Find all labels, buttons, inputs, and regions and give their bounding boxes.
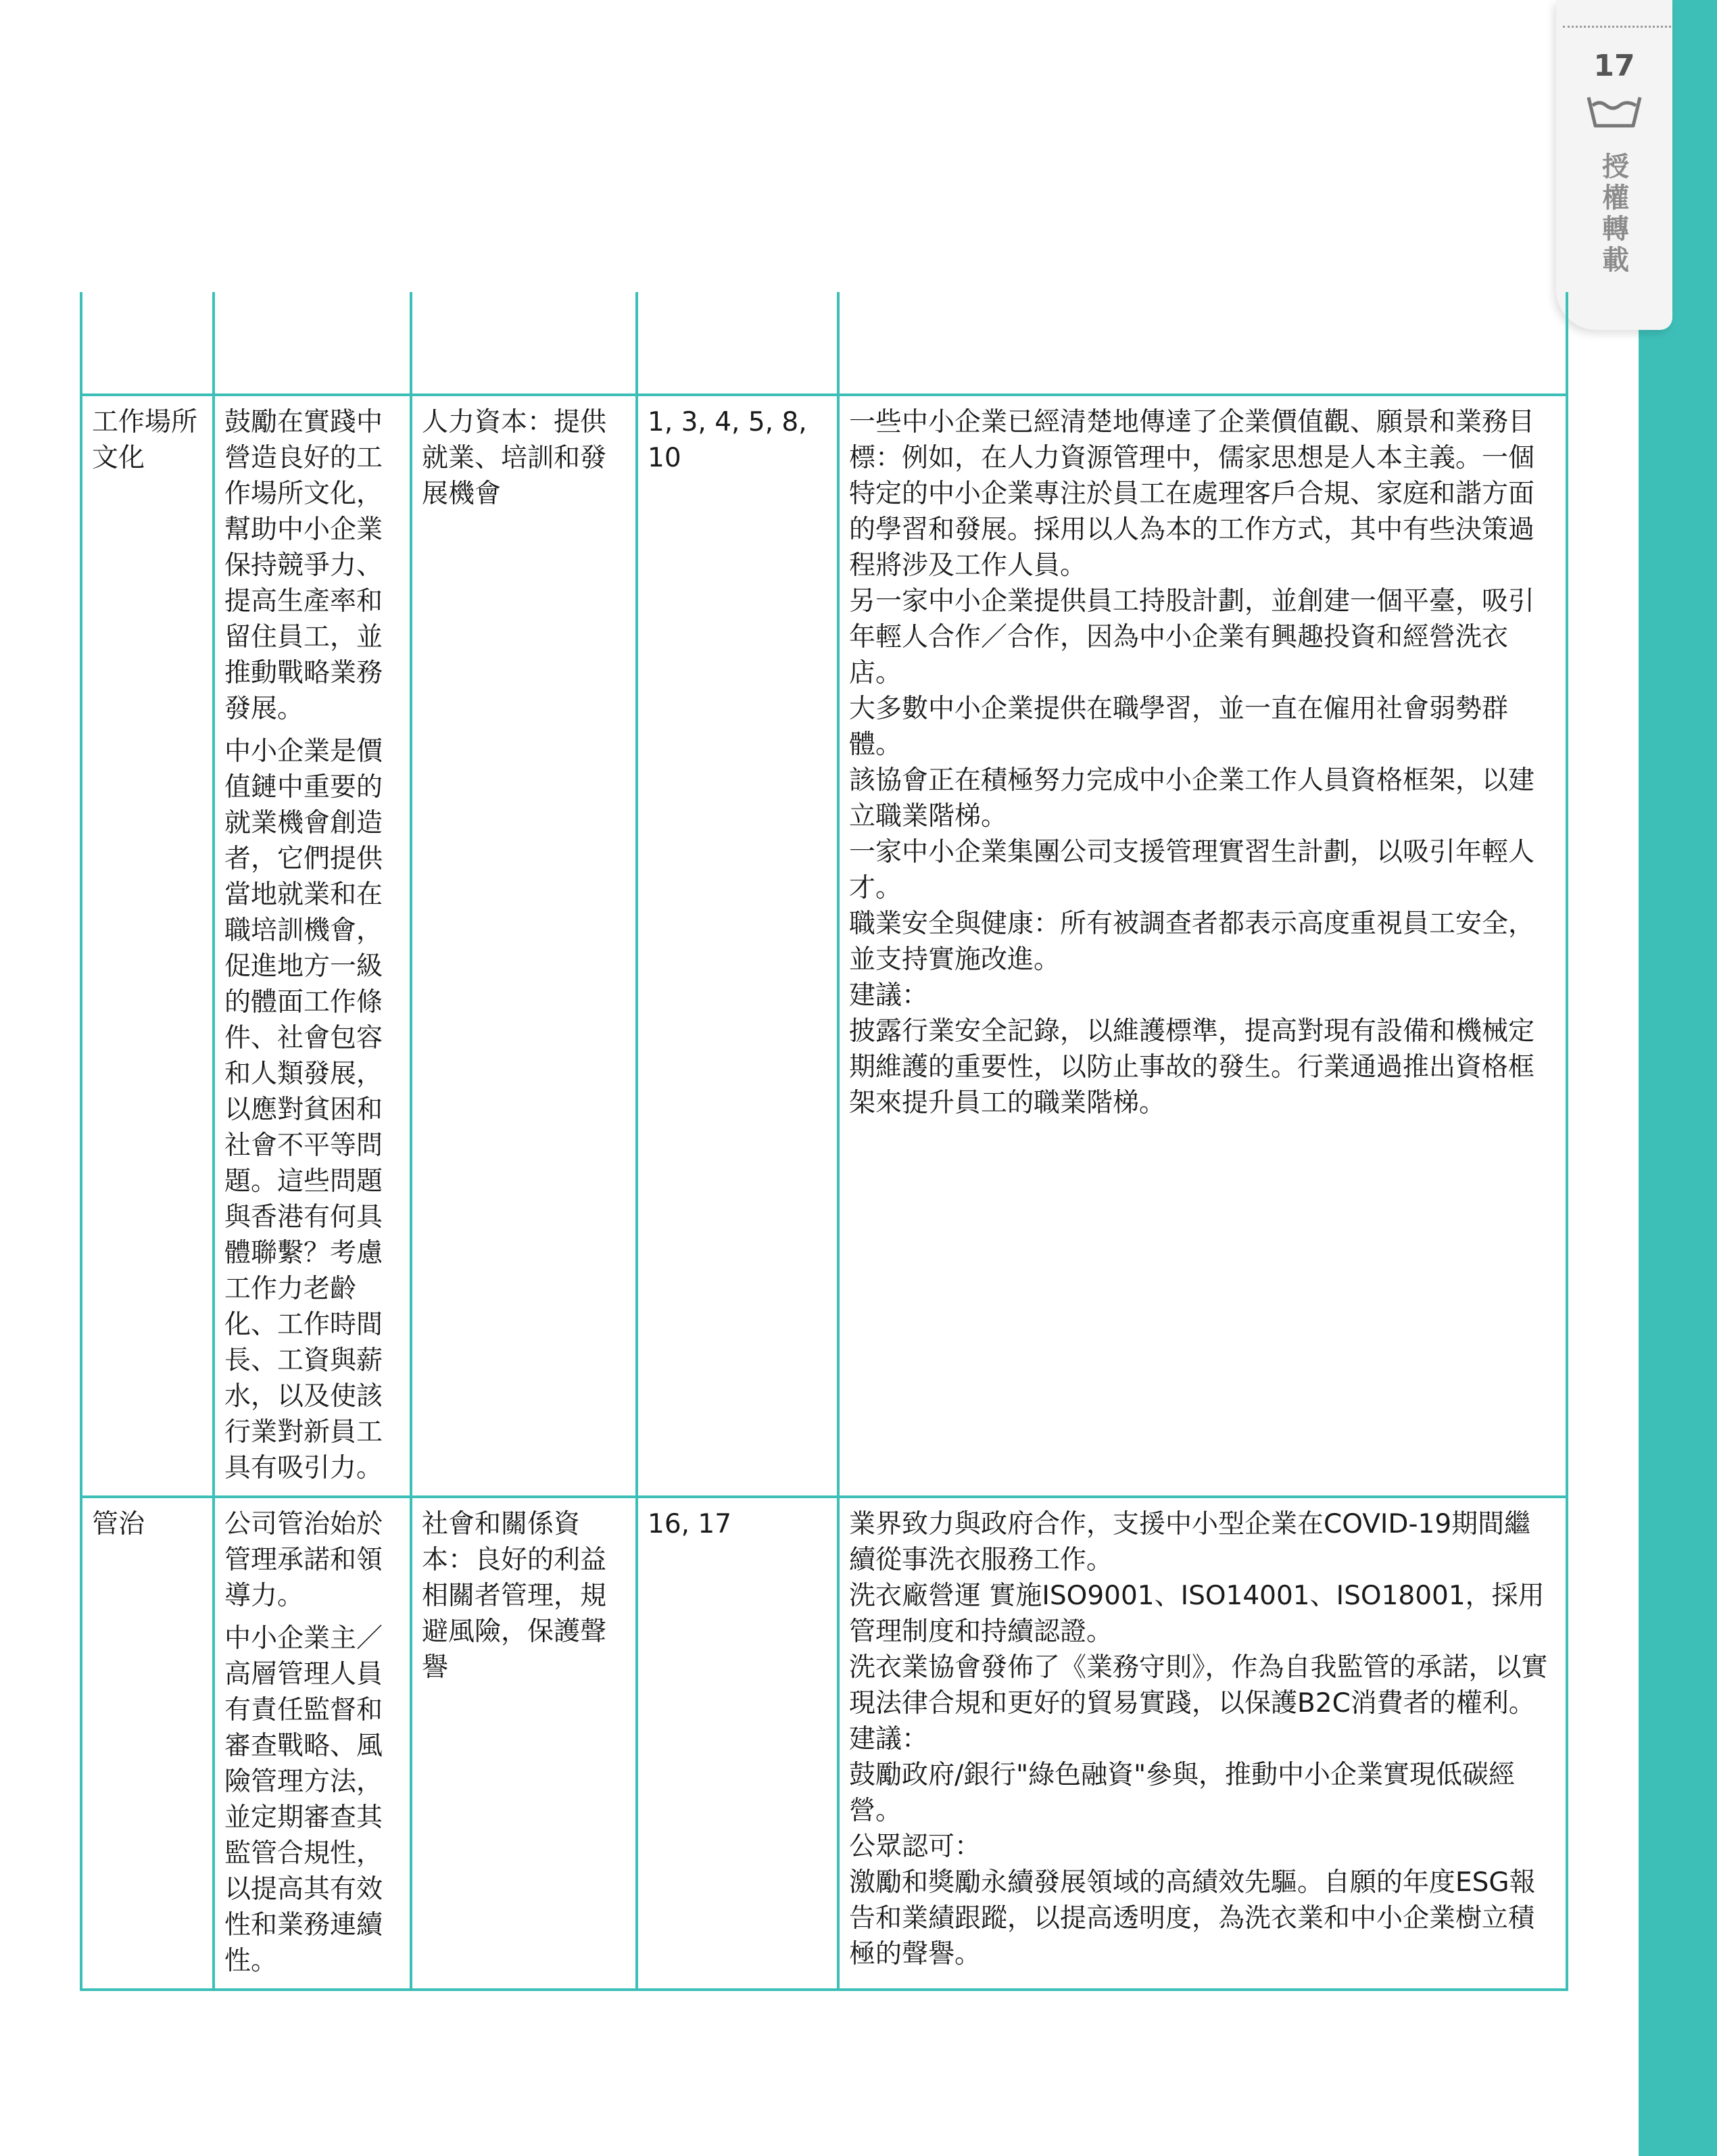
table-row xyxy=(81,395,1567,1497)
sdg-cell: 1, 3, 4, 5, 8, 10 xyxy=(637,395,838,1497)
description-paragraph: 鼓勵在實踐中營造良好的工作場所文化，幫助中小企業保持競爭力、提高生產率和留住員工，並推動戰略業務發展。 xyxy=(224,407,383,724)
sdg-cell: 16, 17 xyxy=(637,1497,838,1990)
tab-label: 授權轉載 xyxy=(1602,151,1629,276)
page-number: 17 xyxy=(1593,49,1635,83)
continued-row xyxy=(81,292,1567,395)
topic-cell: 管治 xyxy=(81,1497,214,1990)
finding-line: 鼓勵政府/銀行"綠色融資"參與，推動中小企業實現低碳經營。 xyxy=(849,1760,1516,1826)
finding-line: 職業安全與健康：所有被調查者都表示高度重視員工安全，並支持實施改進。 xyxy=(849,909,1535,975)
findings-cell xyxy=(838,1497,1567,1990)
finding-line: 另一家中小企業提供員工持股計劃，並創建一個平臺，吸引年輕人合作／合作，因為中小企業有興趣投資和經營洗衣店。 xyxy=(849,586,1535,688)
recommendation-heading: 建議： xyxy=(849,980,929,1011)
description-paragraph: 公司管治始於管理承諾和領導力。 xyxy=(224,1509,383,1611)
topic-cell: 工作場所文化 xyxy=(81,395,214,1497)
recommendation-heading: 建議： xyxy=(849,1724,929,1754)
capital-cell: 社會和關係資本：良好的利益相關者管理，規避風險，保護聲譽 xyxy=(411,1497,637,1990)
description-paragraph: 中小企業主／高層管理人員有責任監督和審查戰略、風險管理方法，並定期審查其監管合規性，以提高其有效性和業務連續性。 xyxy=(224,1623,383,1976)
finding-line: 大多數中小企業提供在職學習，並一直在僱用社會弱勢群體。 xyxy=(849,694,1509,760)
continued-cell xyxy=(411,292,637,395)
finding-line: 一家中小企業集團公司支援管理實習生計劃，以吸引年輕人才。 xyxy=(849,837,1535,903)
continued-cell xyxy=(637,292,838,395)
finding-line: 激勵和獎勵永續發展領域的高績效先驅。自願的年度ESG報告和業績跟蹤，以提高透明度，為洗衣業和中小企業樹立積極的聲譽。 xyxy=(849,1867,1536,1969)
finding-line: 洗衣業協會發佈了《業務守則》，作為自我監管的承諾，以實現法律合規和更好的貿易實踐，以保護B2C消費者的權利。 xyxy=(849,1652,1548,1719)
finding-line: 披露行業安全記錄，以維護標準，提高對現有設備和機械定期維護的重要性，以防止事故的發生。行業通過推出資格框架來提升員工的職業階梯。 xyxy=(849,1016,1535,1118)
description-paragraph: 中小企業是價值鏈中重要的就業機會創造者，它們提供當地就業和在職培訓機會，促進地方一級的體面工作條件、社會包容和人類發展，以應對貧困和社會不平等問題。這些問題與香港有何具體聯繫？考慮工作力老齡化、工作時間長、工資與薪水，以及使該行業對新員工具有吸引力。 xyxy=(224,736,383,1483)
wash-basin-icon xyxy=(1586,92,1643,130)
tab-dotted-divider xyxy=(1563,26,1671,28)
sustainability-table xyxy=(80,292,1568,1991)
findings-cell xyxy=(838,395,1567,1497)
description-cell xyxy=(214,395,411,1497)
continued-cell xyxy=(214,292,411,395)
finding-line: 業界致力與政府合作，支援中小型企業在COVID-19期間繼續從事洗衣服務工作。 xyxy=(849,1509,1531,1575)
continued-cell xyxy=(838,292,1567,395)
finding-line: 一些中小企業已經清楚地傳達了企業價值觀、願景和業務目標：例如，在人力資源管理中，儒家思想是人本主義。一個特定的中小企業專注於員工在處理客戶合規、家庭和諧方面的學習和發展。採用以人為本的工作方式，其中有些決策過程將涉及工作人員。 xyxy=(849,407,1535,581)
table-row xyxy=(81,1497,1567,1990)
recognition-heading: 公眾認可： xyxy=(849,1831,982,1862)
continued-cell xyxy=(81,292,214,395)
capital-cell: 人力資本：提供就業、培訓和發展機會 xyxy=(411,395,637,1497)
finding-line: 洗衣廠營運 實施ISO9001、ISO14001、ISO18001，採用管理制度和持續認證。 xyxy=(849,1581,1545,1647)
finding-line: 該協會正在積極努力完成中小企業工作人員資格框架，以建立職業階梯。 xyxy=(849,765,1535,832)
description-cell xyxy=(214,1497,411,1990)
